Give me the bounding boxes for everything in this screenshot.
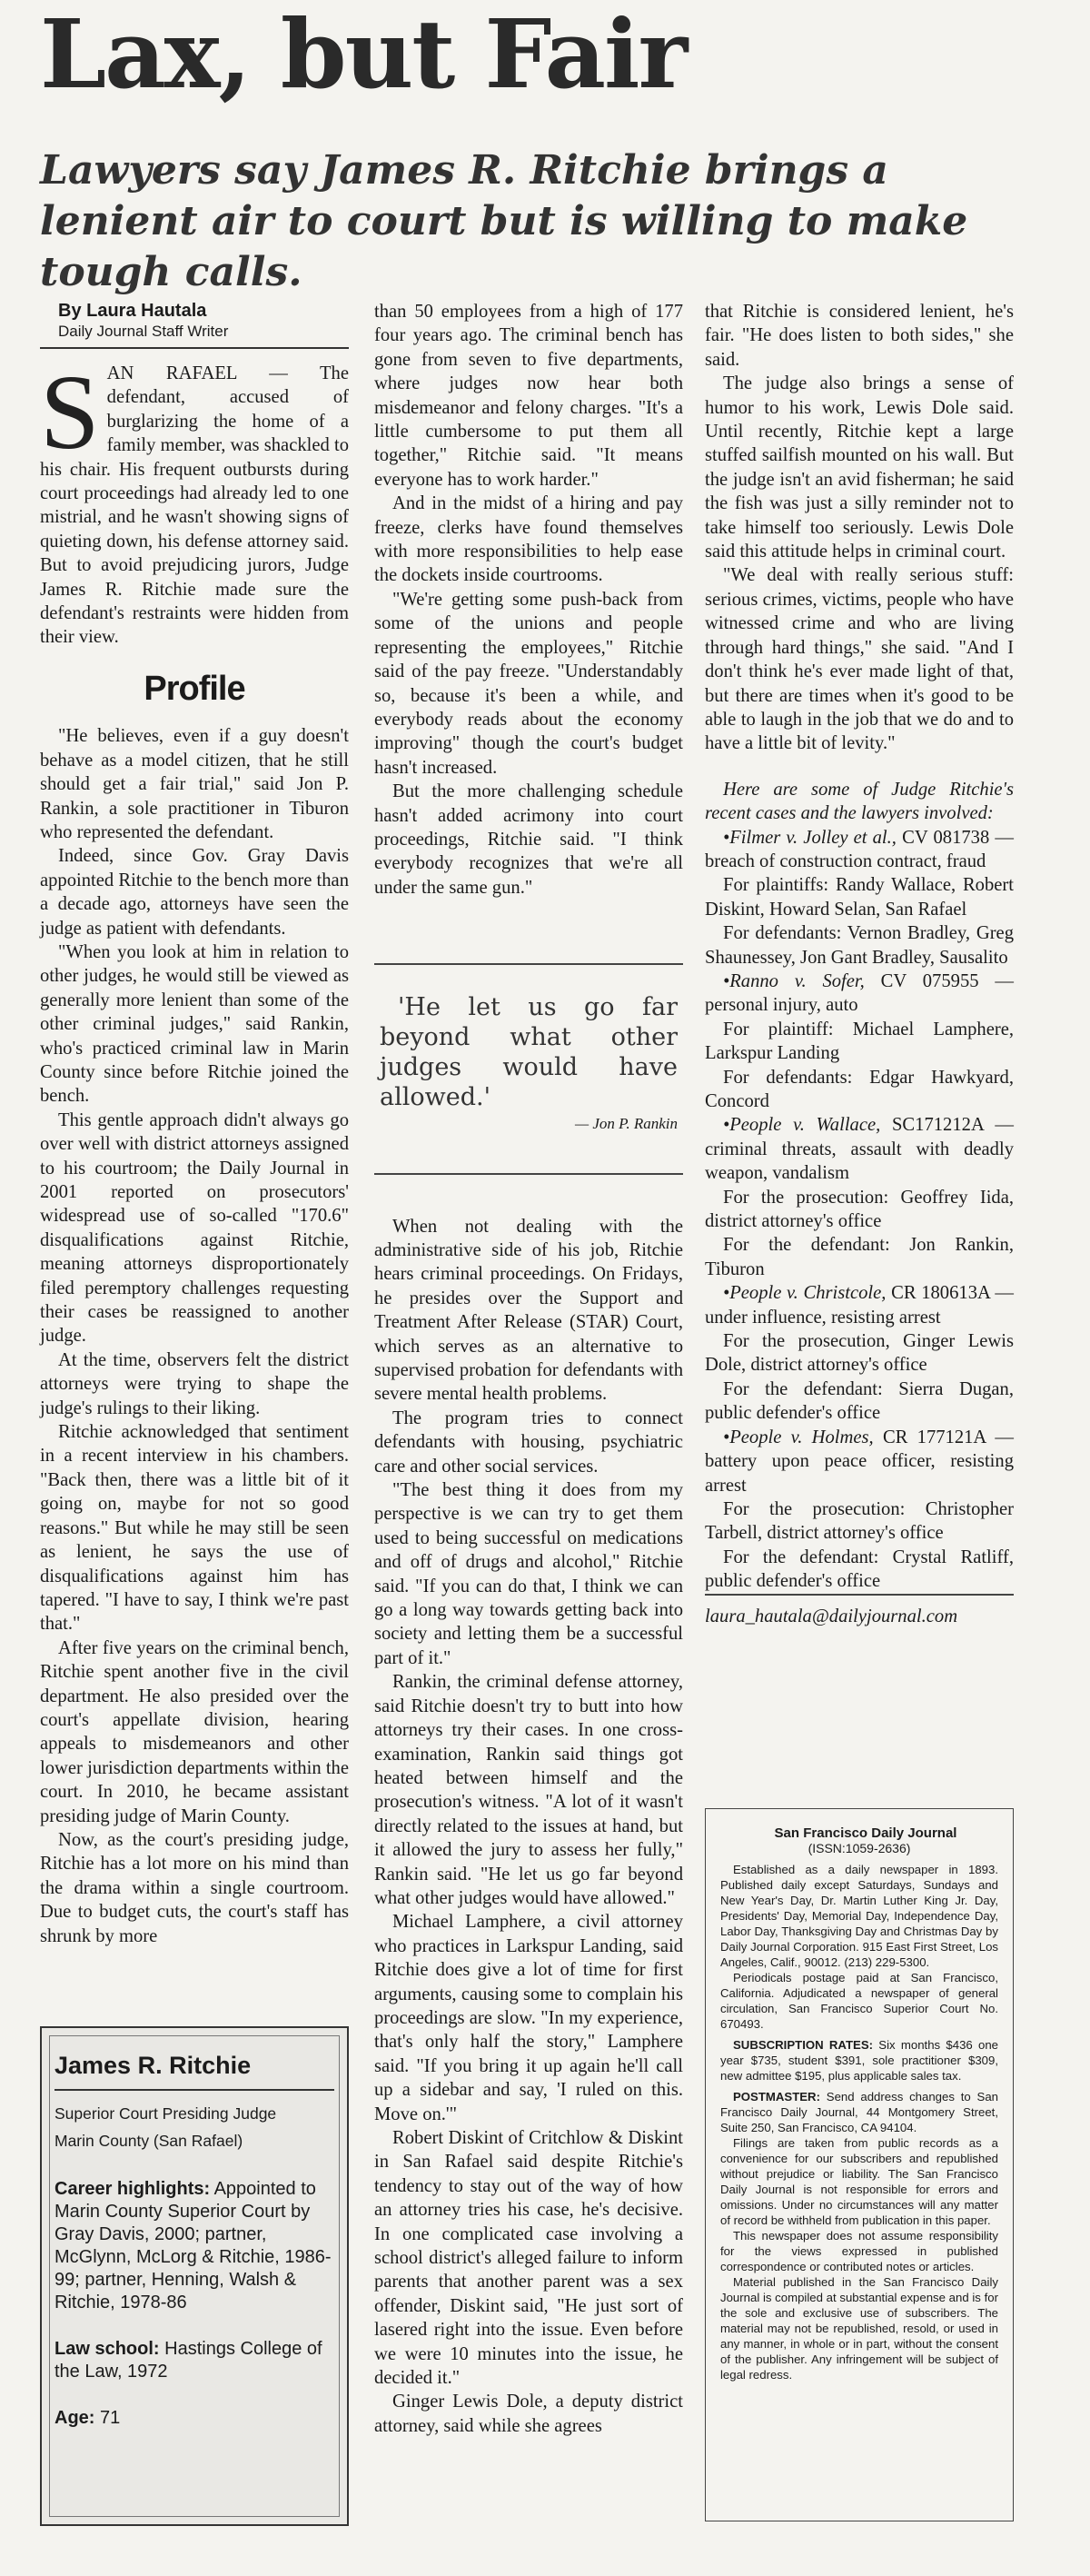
case-detail: CV 081738 — breach of construction contract, fraud <box>705 827 1015 871</box>
body-paragraph: At the time, observers felt the district attorneys were trying to shape the judge's rulings to their liking. <box>40 1349 349 1418</box>
pull-quote-text: 'He let us go far beyond what other judges would have allowed.' <box>380 993 678 1112</box>
body-paragraph: The program tries to connect defendants with housing, psychiatric care and other social services. <box>374 1407 683 1477</box>
case-party: For defendants: Edgar Hawkyard, Concord <box>705 1067 1014 1111</box>
age-text: 71 <box>94 2408 121 2428</box>
masthead-box <box>705 1808 1014 2521</box>
age-label: Age: <box>54 2408 95 2428</box>
pull-quote-attribution: — Jon P. Rankin <box>574 1115 678 1133</box>
case-title: •People v. Wallace, <box>723 1115 881 1136</box>
body-paragraph: "He believes, even if a guy doesn't behave as a model citizen, that he still should get a fair trial," said Jon P. Rankin, a sole practitioner in Tiburon who represented the defendant. <box>40 726 349 842</box>
case-entry <box>705 1113 1014 1185</box>
masthead-issn: (ISSN:1059-2636) <box>808 1841 911 1855</box>
case-title: •Filmer v. Jolley et al., <box>723 827 897 848</box>
body-paragraph: This gentle approach didn't always go over well with district attorneys assigned to his courtroom; the Daily Journal in 2001 reported on prosecutors' widespread use of so-called "170.6" disqualifications against Ritchie, meaning attorneys disproportionately filed peremptory challenges requesting their cases be reassigned to another judge. <box>40 1109 349 1347</box>
body-paragraph: that Ritchie is considered lenient, he's fair. "He does listen to both sides," she said. <box>705 302 1014 370</box>
masthead-postmaster <box>720 2089 998 2135</box>
body-paragraph: Ritchie acknowledged that sentiment in a recent interview in his chambers. "Back then, there was a little bit of it going on, maybe for not so good reasons." But while he may still be seen as lenient, he says the use of disqualifications against him has tapered. "I have to say, I think we're past that." <box>40 1422 349 1635</box>
case-party: For the defendant: Crystal Ratliff, public defender's office <box>705 1547 1014 1592</box>
case-party: For the defendant: Jon Rankin, Tiburon <box>705 1235 1014 1279</box>
case-entry <box>705 826 1014 874</box>
body-paragraph: But the more challenging schedule hasn't added acrimony into court proceedings, Ritchie said. "I think everybody recognizes that we're all under the same gun." <box>374 781 683 898</box>
masthead-paragraph: Material published in the San Francisco Daily Journal is compiled at substantial expense and is for the sole and exclusive use of subscribers. The material may not be republished, resold, or used in any manner, in whole or in part, without the consent of the publisher. Any infringement will be subject of legal redress. <box>720 2275 998 2382</box>
deck: Lawyers say James R. Ritchie brings a lenient air to court but is willing to make tough calls. <box>40 147 968 295</box>
body-paragraph: "We deal with really serious stuff: serious crimes, victims, people who have witnessed crime and who are living through hard things," she said. "And I don't think he's ever made light of that, but there are times when it's good to be able to laugh in the job that we do and to have a little bit of levity." <box>705 565 1014 754</box>
profile-name: James R. Ritchie <box>54 2052 334 2091</box>
body-paragraph: And in the midst of a hiring and pay freeze, clerks have found themselves with more responsibilities to help ease the dockets inside courtrooms. <box>374 493 683 586</box>
byline-staff: Daily Journal Staff Writer <box>40 322 349 349</box>
case-entry <box>705 970 1014 1018</box>
case-detail: CV 075955 — personal injury, auto <box>705 970 1014 1016</box>
masthead-title: San Francisco Daily Journal <box>774 1825 957 1841</box>
case-party: For plaintiffs: Randy Wallace, Robert Diskint, Howard Selan, San Rafael <box>705 875 1014 920</box>
masthead-paragraph: Established as a daily newspaper in 1893. Published daily except Saturdays, Sundays and New Year's Day, Dr. Martin Luther King Jr. Day, Presidents' Day, Memorial Day, Independence Day, Labor Day, Thanksgiving Day and Christmas Day by Daily Journal Corporation. 915 East First Street, Los Angeles, Calif., 90012. (213) 229-5300. <box>720 1863 998 1969</box>
cases-intro: Here are some of Judge Ritchie's recent cases and the lawyers involved: <box>705 779 1014 824</box>
byline-author: By Laura Hautala <box>58 301 207 321</box>
profile-age <box>54 2407 334 2430</box>
body-paragraph: After five years on the criminal bench, Ritchie spent another five in the civil department. He also presided over the court's appellate division, hearing appeals to misdemeanors and other lower jurisdiction departments within the court. In 2010, he became assistant presiding judge of Marin County. <box>40 1637 349 1826</box>
body-paragraph: The judge also brings a sense of humor to his work, Lewis Dole said. Until recently, Ritchie kept a large stuffed sailfish mounted on his wall. But the judge isn't an avid fisherman; he said the fish was just a silly reminder not to take himself too seriously. Lewis Dole said this attitude helps in criminal court. <box>705 373 1014 562</box>
profile-label: Profile <box>144 669 245 708</box>
headline: Lax, but Fair <box>40 0 687 110</box>
case-entry <box>705 1426 1014 1497</box>
postmaster-text: Send address changes to San Francisco Daily Journal, 44 Montgomery Street, Suite 250, San Francisco, CA 94104. <box>720 2090 998 2134</box>
subscription-text: Six months $436 one year $735, student $391, sole practitioner $309, new admittee $195, plus applicable sales tax. <box>720 2038 999 2083</box>
masthead-paragraph: Filings are taken from public records as a convenience for our subscribers and republished without prejudice or liability. The San Francisco Daily Journal is not responsible for errors and omissions. Under no circumstances will any matter of record be withheld from publication in this paper. <box>720 2136 998 2227</box>
case-detail: SC171212A — criminal threats, assault with deadly weapon, vandalism <box>705 1115 1014 1184</box>
case-detail: CR 180613A — under influence, resisting arrest <box>705 1283 1014 1328</box>
career-text: Appointed to Marin County Superior Court by Gray Davis, 2000; partner, McGlynn, McLorg & Ritchie, 1986-99; partner, Henning, Walsh & Ritchie, 1978-86 <box>54 2179 332 2312</box>
case-title: •Ranno v. Sofer, <box>723 970 865 991</box>
masthead-paragraph: Periodicals postage paid at San Francisco, California. Adjudicated a newspaper of general circulation, San Francisco Superior Court No. 670493. <box>720 1971 998 2031</box>
body-paragraph: Now, as the court's presiding judge, Ritchie has a lot more on his mind than the drama within a single courtroom. Due to budget cuts, the court's staff has shrunk by more <box>40 1829 349 1946</box>
body-paragraph: Ginger Lewis Dole, a deputy district attorney, said while she agrees <box>374 2392 683 2436</box>
case-party: For the defendant: Sierra Dugan, public defender's office <box>705 1378 1014 1424</box>
column-2 <box>374 300 683 2438</box>
body-paragraph: Michael Lamphere, a civil attorney who practices in Larkspur Landing, said Ritchie does give a lot of time for first arguments, causing some to complain his proceedings are slow. "In my experience, that's only half the story," Lamphere said. "If you bring it up again he'll call up a sidebar and say, 'I ruled on this. Move on.'" <box>374 1912 683 2124</box>
body-paragraph: "We're getting some push-back from some of the unions and people representing the employees," Ritchie said of the pay freeze. "Understandably so, because it's been a while, and everybody reads about the economy improving" though the court's budget hasn't increased. <box>374 589 683 778</box>
lead-text: AN RAFAEL — The defendant, accused of burglarizing the home of a family member, was shackled to his chair. His frequent outbursts during court proceedings had already led to one mistrial, and he wasn't showing signs of quieting down, his defense attorney said. But to avoid prejudicing jurors, Judge James R. Ritchie made sure the defendant's restraints were hidden from their view. <box>40 363 349 648</box>
body-paragraph: Indeed, since Gov. Gray Davis appointed Ritchie to the bench more than a decade ago, attorneys have seen the judge as patient with defendants. <box>40 846 349 939</box>
profile-box <box>40 2026 349 2526</box>
case-title: •People v. Holmes, <box>723 1427 874 1447</box>
case-party: For the prosecution: Geoffrey Iida, district attorney's office <box>705 1187 1014 1232</box>
column-3 <box>705 300 1014 1628</box>
case-party: For plaintiff: Michael Lamphere, Larkspur Landing <box>705 1019 1014 1064</box>
case-party: For the prosecution: Christopher Tarbell, district attorney's office <box>705 1498 1014 1544</box>
postmaster-label: POSTMASTER: <box>733 2090 820 2104</box>
profile-title: Superior Court Presiding Judge <box>54 2104 277 2123</box>
case-entry <box>705 1281 1014 1329</box>
masthead-subscription <box>720 2037 998 2084</box>
body-paragraph: "When you look at him in relation to other judges, he would still be viewed as generally more lenient than some of the other criminal judges," said Rankin, who's practiced criminal law in Marin County since before Ritchie joined the bench. <box>40 941 349 1107</box>
case-detail: CR 177121A — battery upon peace officer, resisting arrest <box>705 1427 1015 1496</box>
body-paragraph: Rankin, the criminal defense attorney, said Ritchie doesn't try to butt into how attorneys try their cases. In one cross-examination, Rankin said things got heated between himself and the prosecution's witness. "A lot of it wasn't directly related to the issues at hand, but it allowed the jury to assess her fully," Rankin said. "He let us go far beyond what other judges would have allowed." <box>374 1672 683 1908</box>
profile-career <box>54 2178 334 2314</box>
subscription-label: SUBSCRIPTION RATES: <box>733 2038 874 2052</box>
pull-quote <box>374 963 683 1174</box>
case-party: For defendants: Vernon Bradley, Greg Shaunessey, Jon Gant Bradley, Sausalito <box>705 923 1014 968</box>
masthead-paragraph: This newspaper does not assume responsibility for the views expressed in published correspondence or contributed notes or articles. <box>720 2229 998 2273</box>
body-paragraph: When not dealing with the administrative side of his job, Ritchie hears criminal proceedings. On Fridays, he presides over the Support and Treatment After Release (STAR) Court, which serves as an alternative to supervised probation for defendants with severe mental health problems. <box>374 1216 683 1405</box>
column-1 <box>40 300 349 1948</box>
profile-county: Marin County (San Rafael) <box>54 2132 243 2150</box>
case-party: For the prosecution, Ginger Lewis Dole, district attorney's office <box>705 1331 1014 1376</box>
body-paragraph: Robert Diskint of Critchlow & Diskint in San Rafael said despite Ritchie's tendency to stay out of the way of how an attorney tries his case, he's decisive. In one complicated case involving a school district's alleged failure to inform parents that another parent was a sex offender, Diskint said, "He just sort of lasered right into the issue. Even before we were 10 minutes into the issue, he decided it." <box>374 2128 683 2389</box>
drop-cap: S <box>40 353 100 472</box>
career-label: Career highlights: <box>54 2179 211 2199</box>
body-paragraph: than 50 employees from a high of 177 four years ago. The criminal bench has gone from seven to five departments, where judges now hear both misdemeanor and felony charges. "It's a little cumbersome to put them all together," Ritchie said. "It means everyone has to work harder." <box>374 302 683 490</box>
school-text: Hastings College of the Law, 1972 <box>54 2339 322 2382</box>
school-label: Law school: <box>54 2339 160 2359</box>
author-email[interactable]: laura_hautala@dailyjournal.com <box>705 1594 1014 1628</box>
case-title: •People v. Christcole, <box>723 1283 887 1304</box>
body-paragraph: "The best thing it does from my perspective is we can try to get them used to being successful on medications and off of drugs and alcohol," Ritchie said. "If you can do that, I think we can go a long way towards getting back into society and letting them be a successful part of it." <box>374 1480 683 1668</box>
lead-paragraph <box>40 353 349 650</box>
profile-school <box>54 2338 334 2383</box>
